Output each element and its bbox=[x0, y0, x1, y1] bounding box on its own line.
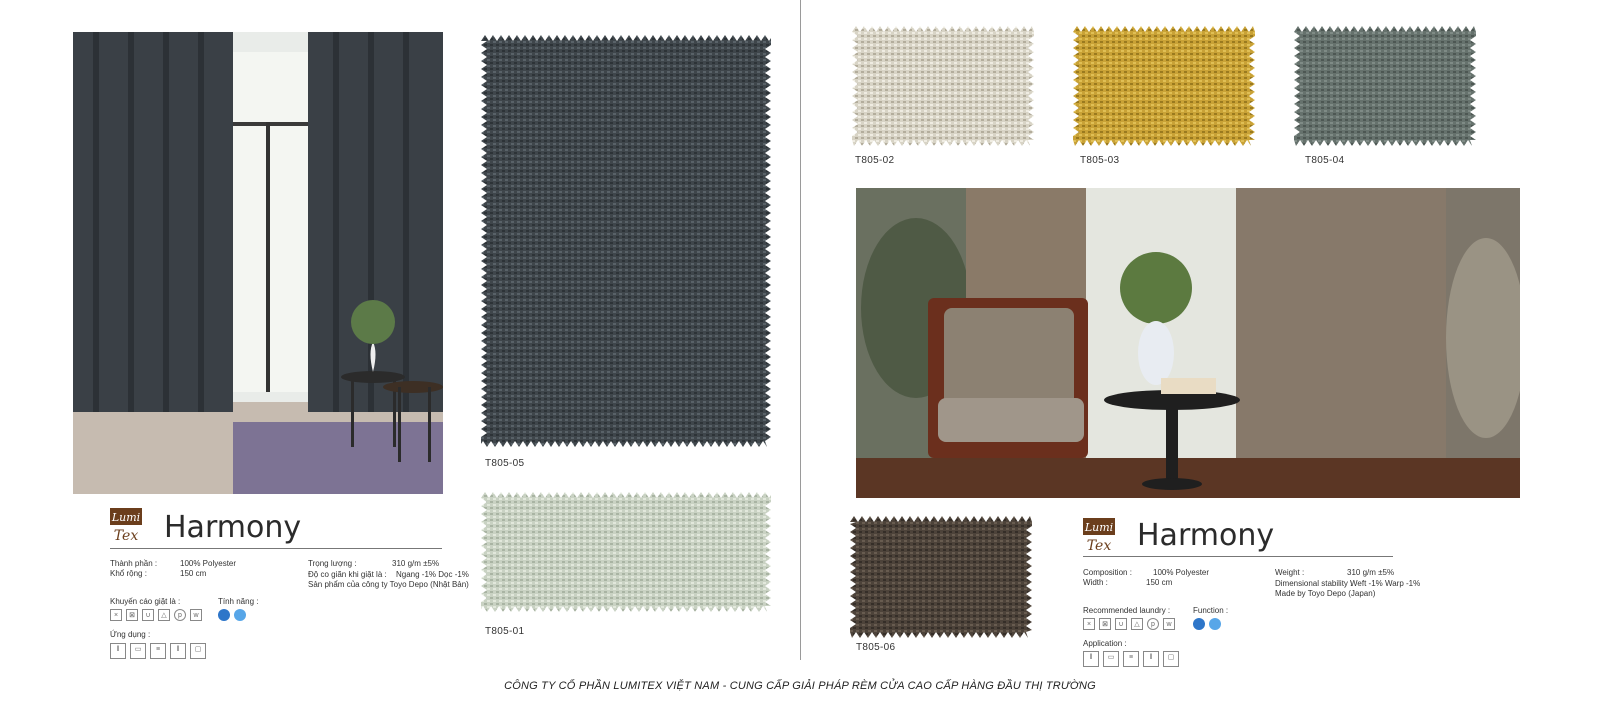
function-label: Function : bbox=[1193, 606, 1229, 615]
armchair-room-photo bbox=[856, 188, 1520, 498]
lumitex-logo bbox=[110, 508, 142, 544]
swatch-code-label: T805-01 bbox=[485, 626, 525, 637]
swatch-code-label: T805-05 bbox=[485, 458, 525, 469]
cushion-app-icon: ▢ bbox=[1163, 651, 1179, 667]
cushion-app-icon: ▢ bbox=[190, 643, 206, 659]
weight-label: Trọng lượng : bbox=[308, 559, 357, 568]
blackout-icon bbox=[1193, 618, 1205, 630]
wet-clean-w-icon: w bbox=[1163, 618, 1175, 630]
company-footer: CÔNG TY CỔ PHẦN LUMITEX VIỆT NAM - CUNG CẤP GIẢI PHÁP RÈM CỬA CAO CẤP HÀNG ĐẦU THỊ TRƯỜNG bbox=[504, 680, 1096, 692]
application-label: Application : bbox=[1083, 639, 1127, 648]
curtain-app-icon: ‖ bbox=[1083, 651, 1099, 667]
made-by: Made by Toyo Depo (Japan) bbox=[1275, 589, 1376, 598]
curtain-room-photo bbox=[73, 32, 443, 494]
panel-app-icon: ‖ bbox=[1143, 651, 1159, 667]
iron-icon: △ bbox=[1131, 618, 1143, 630]
application-icons bbox=[1083, 651, 1179, 667]
svg-text:Tex: Tex bbox=[1086, 538, 1112, 554]
width-label: Width : bbox=[1083, 578, 1108, 587]
washable-icon bbox=[1209, 618, 1221, 630]
blackout-icon bbox=[218, 609, 230, 621]
laundry-label: Recommended laundry : bbox=[1083, 606, 1171, 615]
no-bleach-icon: × bbox=[1083, 618, 1095, 630]
no-dryer-icon: ⊠ bbox=[126, 609, 138, 621]
composition-label: Thành phần : bbox=[110, 559, 158, 568]
weight-label: Weight : bbox=[1275, 568, 1305, 577]
width-value: 150 cm bbox=[1146, 578, 1173, 587]
composition-value: 100% Polyester bbox=[180, 559, 237, 568]
title-underline bbox=[1083, 556, 1393, 557]
hand-wash-icon: ∪ bbox=[1115, 618, 1127, 630]
product-title: Harmony bbox=[1137, 518, 1275, 553]
hand-wash-icon: ∪ bbox=[142, 609, 154, 621]
function-icons bbox=[218, 609, 246, 621]
roller-app-icon: ▭ bbox=[1103, 651, 1119, 667]
curtain-app-icon: ‖ bbox=[110, 643, 126, 659]
weight-value: 310 g/m ±5% bbox=[1347, 568, 1395, 577]
made-by: Sản phẩm của công ty Toyo Depo (Nhật Bản) bbox=[308, 580, 469, 589]
svg-text:Lumi: Lumi bbox=[1084, 521, 1114, 534]
stability-value: Weft -1% Warp -1% bbox=[1350, 579, 1421, 588]
composition-label: Composition : bbox=[1083, 568, 1132, 577]
application-icons bbox=[110, 643, 206, 659]
laundry-label: Khuyến cáo giặt là : bbox=[110, 597, 181, 606]
svg-text:Lumi: Lumi bbox=[111, 511, 141, 524]
swatch-code-label: T805-04 bbox=[1305, 155, 1345, 166]
stability-label: Dimensional stability : bbox=[1275, 579, 1353, 588]
swatch-code-label: T805-02 bbox=[855, 155, 895, 166]
composition-value: 100% Polyester bbox=[1153, 568, 1210, 577]
width-label: Khổ rộng : bbox=[110, 569, 147, 578]
no-dryer-icon: ⊠ bbox=[1099, 618, 1111, 630]
function-icons bbox=[1193, 618, 1221, 630]
function-label: Tính năng : bbox=[218, 597, 259, 606]
swatch-code-label: T805-03 bbox=[1080, 155, 1120, 166]
stability-label: Độ co giãn khi giặt là : bbox=[308, 570, 387, 579]
weight-value: 310 g/m ±5% bbox=[392, 559, 440, 568]
product-title: Harmony bbox=[164, 510, 302, 545]
washable-icon bbox=[234, 609, 246, 621]
laundry-icons bbox=[1083, 618, 1175, 630]
page-divider bbox=[800, 0, 801, 660]
lumitex-logo bbox=[1083, 518, 1115, 554]
dry-clean-p-icon: p bbox=[174, 609, 186, 621]
blind-app-icon: ≡ bbox=[150, 643, 166, 659]
iron-icon: △ bbox=[158, 609, 170, 621]
wet-clean-w-icon: w bbox=[190, 609, 202, 621]
blind-app-icon: ≡ bbox=[1123, 651, 1139, 667]
roller-app-icon: ▭ bbox=[130, 643, 146, 659]
application-label: Ứng dụng : bbox=[110, 630, 151, 639]
laundry-icons bbox=[110, 609, 202, 621]
svg-text:Tex: Tex bbox=[113, 528, 139, 544]
panel-app-icon: ‖ bbox=[170, 643, 186, 659]
width-value: 150 cm bbox=[180, 569, 207, 578]
title-underline bbox=[110, 548, 442, 549]
swatch-code-label: T805-06 bbox=[856, 642, 896, 653]
dry-clean-p-icon: p bbox=[1147, 618, 1159, 630]
no-bleach-icon: × bbox=[110, 609, 122, 621]
stability-value: Ngang -1% Dọc -1% bbox=[396, 570, 469, 579]
